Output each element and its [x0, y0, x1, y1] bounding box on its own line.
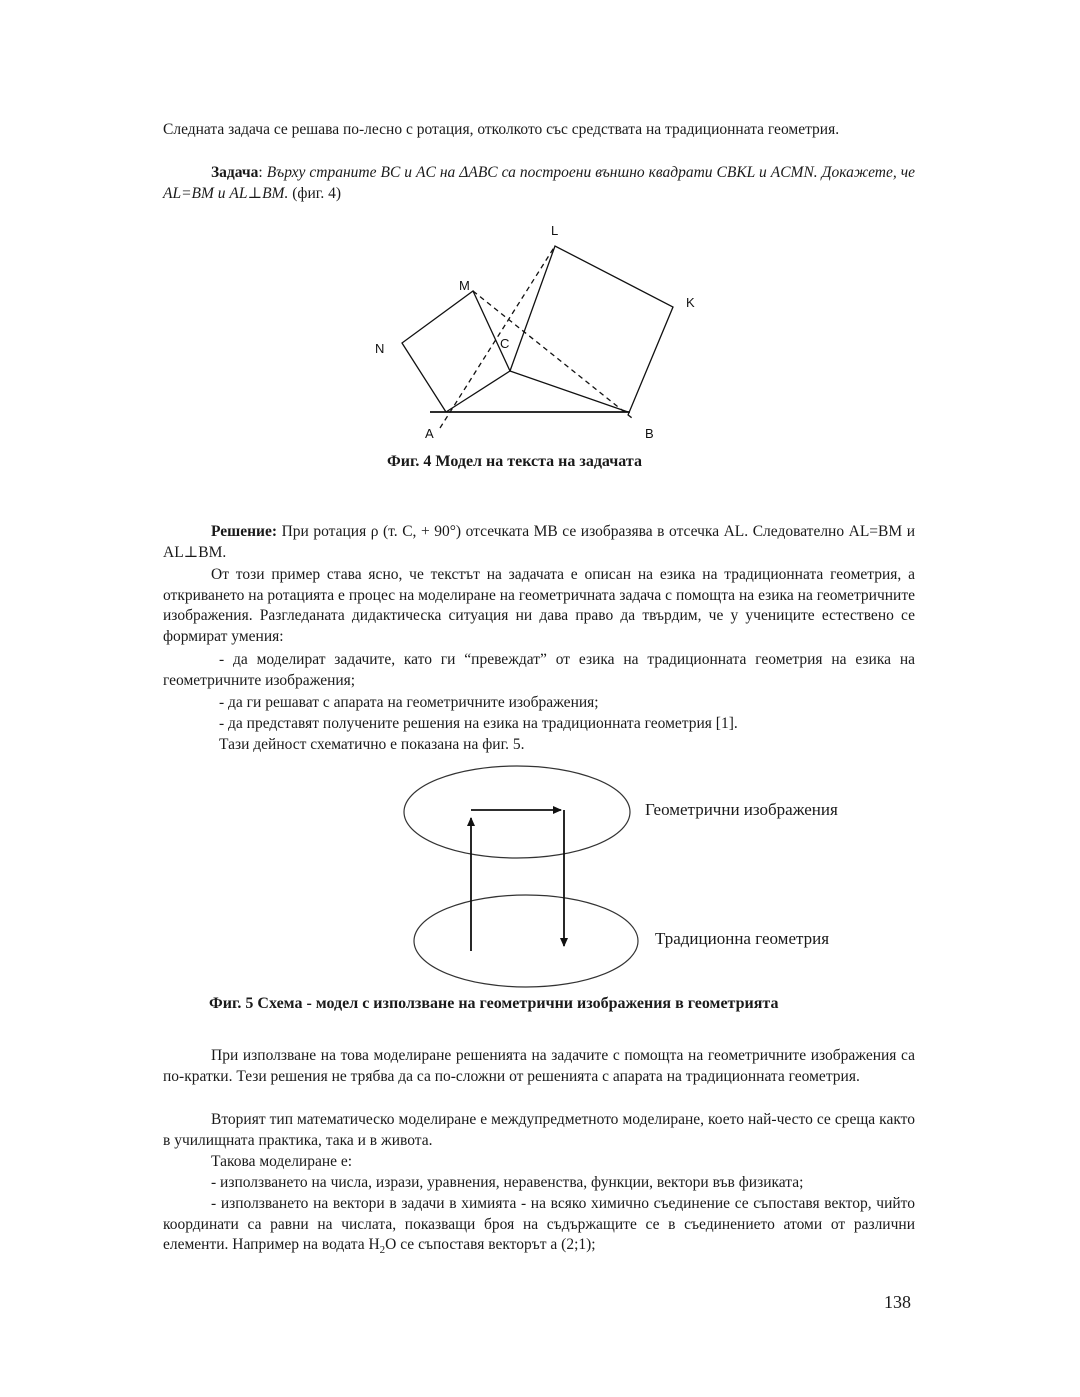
intro-paragraph	[163, 120, 915, 141]
task-ref: (фиг. 4)	[292, 184, 342, 202]
solution-label: Решение:	[211, 523, 278, 540]
label-l: L	[551, 223, 559, 238]
task-text: Върху страните BC и AC на ΔABC са построени външно квадрати CBKL и ACMN. Докажете, че AL=BM и AL⊥BM.	[163, 164, 916, 202]
solution-text: При ротация ρ (т. C, + 90°) отсечката MB се изобразява в отсечка AL. Следователно AL=BM и AL⊥BM.	[163, 523, 916, 561]
label-n: N	[375, 341, 385, 356]
modeling-item-1: - използването на числа, изрази, уравнения, неравенства, функции, вектори във физиката;	[211, 1174, 804, 1191]
task-paragraph: Задача: Върху страните BC и AC на ΔABC са построени външно квадрати CBKL и ACMN. Докажете, че AL=BM и AL⊥BM. (фиг. 4)	[163, 164, 916, 202]
paragraph-3: При използване на това моделиране решенията на задачите с помощта на геометричните изображения са по-кратки. Тези решения не трябва да са по-сложни от решенията с апарата на традиционната геометрия.	[163, 1047, 915, 1085]
figure-5-caption: Фиг. 5 Схема - модел с използване на геометрични изображения в геометрията	[209, 995, 779, 1012]
skill-item-2: - да ги решават с апарата на геометричните изображения;	[219, 694, 599, 711]
skill-item-1: - да моделират задачите, като ги “превеждат” от езика на традиционната геометрия на езика на геометричните изображения;	[163, 651, 915, 689]
bottom-ellipse	[414, 895, 638, 987]
figure-4-diagram	[360, 215, 720, 445]
paragraph-4: Вторият тип математическо моделиране е междупредметното моделиране, което най-често се среща както в училищната практика, така и в живота.	[163, 1111, 915, 1149]
figure-4-caption: Фиг. 4 Модел на текста на задачата	[387, 453, 642, 470]
item-2-text-before: - използването на вектори в задачи в химията - на всяко химично съединение се съпоставя вектор, чийто координати са равни на числата, показващи броя на съдържащите се в съединението атоми от различни елементи. Например на водата H	[163, 1195, 915, 1253]
label-geometric-images: Геометрични изображения	[645, 800, 838, 819]
paragraph-2: От този пример става ясно, че текстът на задачата е описан на езика на традиционната геометрия, а откриването на ротацията е процес на моделиране на геометричната задача с помощта на езика на геометричните изображения. Разгледаната дидактическа ситуация ни дава право да твърдим, че у учениците естествено се формират умения:	[163, 566, 915, 645]
top-ellipse	[404, 766, 630, 858]
item-2-text-after: O се съпоставя векторът a (2;1);	[385, 1236, 596, 1253]
modeling-item-2	[163, 1194, 915, 1261]
label-a: A	[425, 426, 434, 441]
label-c: C	[500, 336, 510, 351]
label-b: B	[645, 426, 654, 441]
label-k: K	[686, 295, 695, 310]
segment-mb-dashed	[473, 291, 632, 418]
task-label: Задача	[211, 164, 259, 181]
figure-5-diagram	[395, 760, 645, 995]
segment-cb	[510, 371, 628, 412]
square-cbkl	[510, 246, 673, 415]
segment-ac	[446, 371, 510, 412]
item-2-subscript: 2	[379, 1244, 386, 1257]
figure-5-intro: Тази дейност схематично е показана на фиг. 5.	[219, 736, 525, 753]
square-acmn	[402, 291, 510, 412]
skill-item-3: - да представят получените решения на езика на традиционната геометрия [1].	[219, 715, 738, 732]
label-traditional-geometry: Традиционна геометрия	[655, 929, 830, 948]
intro-text: Следната задача се решава по-лесно с ротация, отколкото със средствата на традиционната геометрия.	[163, 121, 840, 138]
page-number: 138	[884, 1292, 911, 1312]
paragraph-5: Такова моделиране е:	[211, 1153, 353, 1170]
segment-al-dashed	[440, 246, 555, 428]
label-m: M	[459, 278, 470, 293]
solution-paragraph	[163, 522, 915, 563]
